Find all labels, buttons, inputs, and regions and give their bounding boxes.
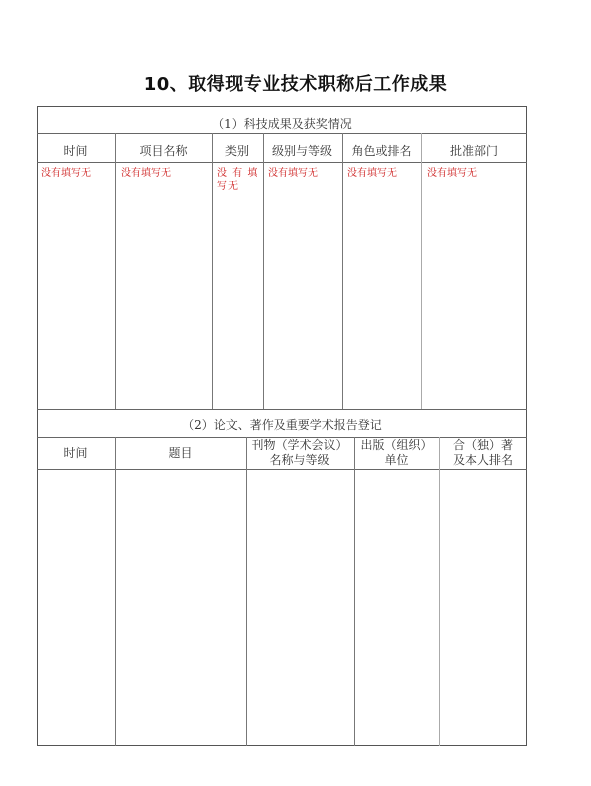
- s1-cell-approver: 没有填写无: [427, 168, 477, 179]
- s1-header-project-name: 项目名称: [139, 144, 188, 158]
- column-divider: [354, 437, 355, 746]
- s1-header-category: 类别: [224, 144, 249, 158]
- s1-header-time: 时间: [63, 144, 88, 158]
- divider: [37, 133, 527, 134]
- divider: [37, 162, 527, 163]
- s2-header-authorship: [439, 438, 527, 468]
- column-divider: [439, 437, 440, 746]
- s2-header-publisher-line2: 单位: [384, 453, 409, 467]
- s2-header-title: 题目: [168, 446, 193, 460]
- column-divider: [263, 133, 264, 409]
- column-divider: [115, 133, 116, 409]
- s2-header-publication: [246, 438, 353, 468]
- s1-cell-category: 没 有 填 写无: [217, 168, 259, 192]
- s2-header-authorship-line1: 合（独）著: [452, 438, 513, 452]
- column-divider: [212, 133, 213, 409]
- s1-cell-time: 没有填写无: [41, 168, 91, 179]
- section1-title: （1）科技成果及获奖情况: [212, 117, 352, 131]
- s1-header-approver: 批准部门: [449, 144, 498, 158]
- section2-title: （2）论文、著作及重要学术报告登记: [182, 418, 382, 432]
- s2-header-publisher: [354, 438, 439, 468]
- s2-header-authorship-line2: 及本人排名: [452, 453, 513, 467]
- column-divider: [115, 437, 116, 746]
- s1-cell-level: 没有填写无: [268, 168, 318, 179]
- s1-header-role: 角色或排名: [351, 144, 412, 158]
- page-title: 10、取得现专业技术职称后工作成果: [143, 74, 448, 95]
- divider: [37, 469, 527, 470]
- divider: [37, 409, 527, 410]
- s2-header-time: 时间: [63, 446, 88, 460]
- s2-header-publication-line1: 刊物（学术会议）: [251, 438, 348, 452]
- column-divider: [342, 133, 343, 409]
- s1-header-level: 级别与等级: [271, 144, 332, 158]
- s1-cell-project-name: 没有填写无: [121, 168, 171, 179]
- column-divider: [421, 133, 422, 409]
- column-divider: [246, 437, 247, 746]
- s1-cell-role: 没有填写无: [347, 168, 397, 179]
- s2-header-publisher-line1: 出版（组织）: [360, 438, 433, 452]
- s2-header-publication-line2: 名称与等级: [269, 453, 330, 467]
